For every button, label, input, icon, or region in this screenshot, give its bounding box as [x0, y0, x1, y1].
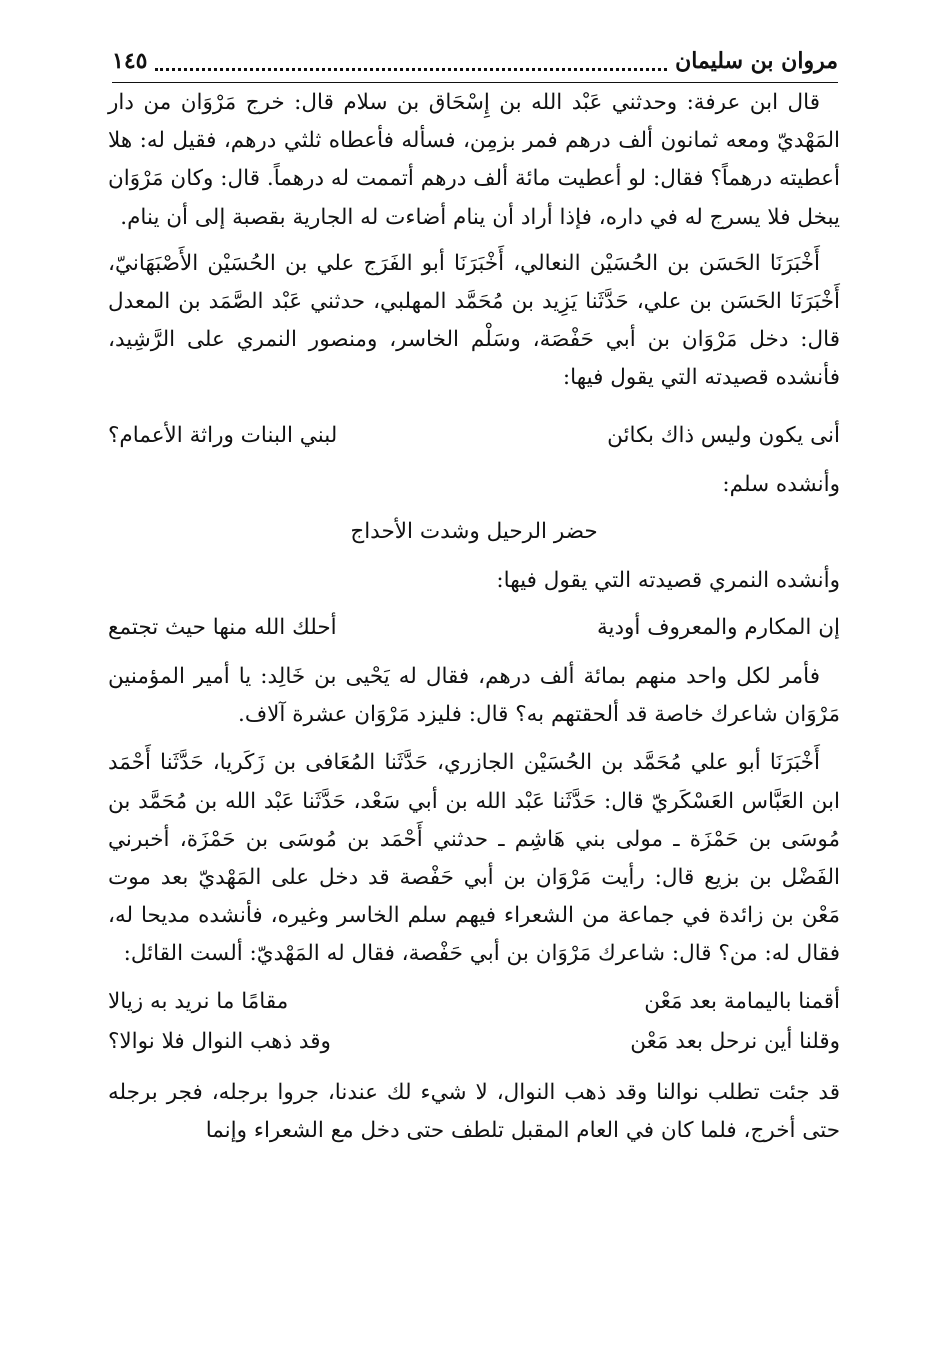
verse-hemistich-first: إن المكارم والمعروف أودية — [596, 615, 840, 641]
paragraph-ibn-arafa: قال ابن عرفة: وحدثني عَبْد الله بن إِسْحَاق بن سلام قال: خرج مَرْوَان من دار المَهْديّ ومعه ثمانون ألف درهم فمر بزمِن، فسأله فأعطاه ثلثي درهم، فقيل له: هلا أعطيته درهماً؟ فقال: لو أعطيت مائة ألف درهم أتممت له درهماً. قال: وكان مَرْوَان يبخل فلا يسرج له في داره، فإذا أراد أن ينام أضاءت له الجارية بقصبة إلى أن ينام. — [108, 90, 840, 230]
verse-line-1 — [108, 408, 840, 466]
verse-line-4 — [108, 974, 840, 1022]
verse-line-5 — [108, 1022, 840, 1072]
verse-line-3 — [108, 600, 840, 658]
page-header — [112, 40, 838, 83]
verse-hemistich-first: وقلنا أين نرحل بعد مَعْن — [630, 1028, 840, 1054]
verse-hemistich-first: أقمنا باليمامة بعد مَعْن — [644, 988, 840, 1014]
page-number: ١٤٥ — [112, 48, 148, 74]
verse-single-hemistich: حضر الرحيل وشدت الأحداج — [350, 518, 598, 544]
page-body — [108, 84, 840, 1150]
verse-hemistich-second: وقد ذهب النوال فلا نوالا؟ — [108, 1028, 331, 1054]
verse-hemistich-first: أنى يكون وليس ذاك بكائن — [607, 422, 840, 448]
paragraph-closing: قد جئت تطلب نوالنا وقد ذهب النوال، لا شيء لك عندنا، جروا برجله، فجر برجله حتى أخرج، فلما كان في العام المقبل تلطف حتى دخل مع الشعراء وإنما — [108, 1079, 840, 1143]
verse-hemistich-second: مقامًا ما نريد به زيالا — [108, 988, 289, 1014]
leader-dots — [155, 64, 667, 71]
verse-hemistich-second: لبني البنات وراثة الأعمام؟ — [108, 422, 338, 448]
running-title: مروان بن سليمان — [675, 48, 838, 74]
line-salm-recited: وأنشده سلم: — [722, 471, 840, 497]
paragraph-isnad-mahdi: أَخْبَرَنَا أبو علي مُحَمَّد بن الحُسَيْن الجازري، حَدَّثَنا المُعَافى بن زَكَريا، حَدَّثَنا أَحْمَد ابن العَبَّاس العَسْكَريّ قال: حَدَّثَنا عَبْد الله بن أبي سَعْد، حَدَّثَنا عَبْد الله بن مُحَمَّد بن مُوسَى بن حَمْزَة ـ مولى بني هَاشِم ـ حدثني أَحْمَد بن مُوسَى بن حَمْزَة، أخبرني الفَضْل بن بزيع قال: رأيت مَرْوَان بن أبي حَفْصة قد دخل على المَهْديّ بعد موت مَعْن بن زائدة في جماعة من الشعراء فيهم سلم الخاسر وغيره، فأنشده مديحا له، فقال له: من؟ قال: شاعرك مَرْوَان بن أبي حَفْصة، فقال له المَهْديّ: ألست القائل: — [108, 750, 840, 967]
line-namari-recited: وأنشده النمري قصيدته التي يقول فيها: — [496, 567, 840, 593]
verse-line-2 — [108, 504, 840, 562]
paragraph-isnad-rashid: أَخْبَرَنَا الحَسَن بن الحُسَيْن النعالي، أَخْبَرَنَا أبو الفَرَج علي بن الحُسَيْن الأَصْبَهَانيّ، أَخْبَرَنَا الحَسَن بن علي، حَدَّثَنا يَزِيد بن مُحَمَّد المهلبي، حدثني عَبْد الصَّمَد بن المعدل قال: دخل مَرْوَان بن أبي حَفْصَة، وسَلْم الخاسر، ومنصور النمري على الرَّشِيد، فأنشده قصيدته التي يقول فيها: — [108, 250, 840, 391]
verse-hemistich-second: أحلك الله منها حيث تجتمع — [108, 615, 337, 641]
paragraph-reward: فأمر لكل واحد منهم بمائة ألف درهم، فقال له يَحْيى بن خَالِد: يا أمير المؤمنين مَرْوَان شاعرك خاصة قد ألحقتهم به؟ قال: فليزد مَرْوَان عشرة آلاف. — [108, 664, 840, 728]
